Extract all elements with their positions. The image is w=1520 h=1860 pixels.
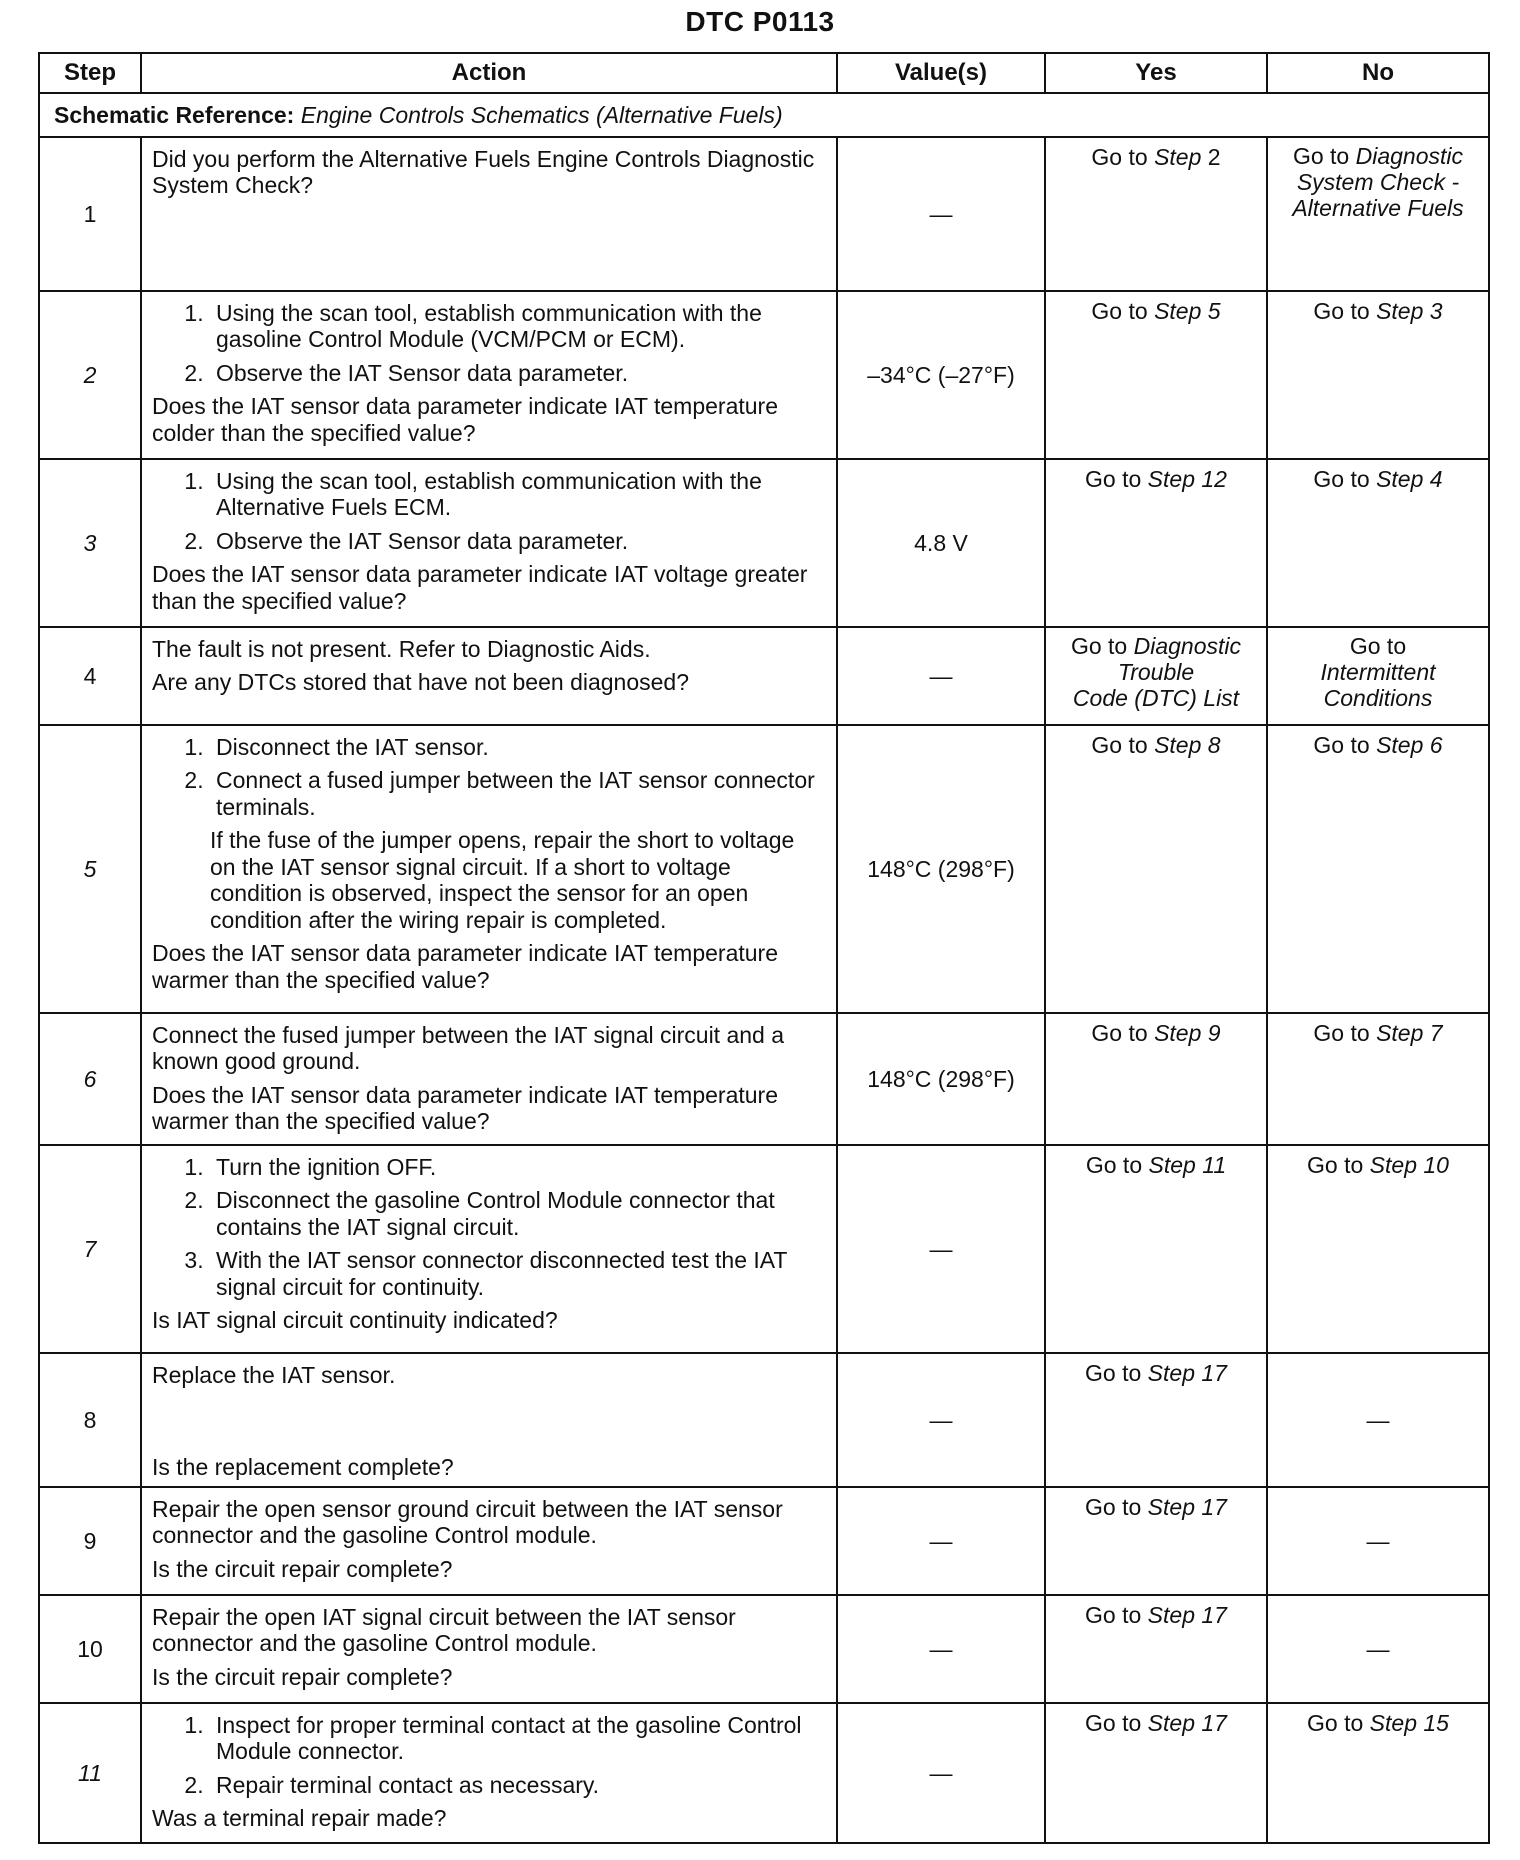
action-item: 1. Turn the ignition OFF. — [210, 1154, 826, 1180]
action-cell — [141, 725, 837, 1013]
no-cell: Go to Intermittent Conditions — [1267, 627, 1489, 725]
no-step-ref: 10 — [1423, 1152, 1449, 1178]
value-cell: –34°C (–27°F) — [837, 291, 1045, 459]
header-action: Action — [141, 53, 837, 93]
action-cell — [141, 1353, 837, 1487]
dtc-table — [38, 52, 1490, 1844]
action-cell — [141, 459, 837, 627]
action-item: 2. Disconnect the gasoline Control Module connector that contains the IAT signal circuit. — [210, 1187, 826, 1240]
action-cell — [141, 1145, 837, 1353]
action-text: Repair the open sensor ground circuit between the IAT sensor connector and the gasoline Control module. — [152, 1496, 783, 1549]
yes-step-ref: 17 — [1201, 1494, 1227, 1520]
action-question: Are any DTCs stored that have not been diagnosed? — [152, 669, 690, 696]
step-number: 3 — [39, 459, 141, 627]
action-question: Was a terminal repair made? — [152, 1805, 447, 1832]
no-step-ref: 6 — [1429, 732, 1443, 758]
header-yes: Yes — [1045, 53, 1267, 93]
yes-cell: Go to Step 2 — [1045, 137, 1267, 291]
action-item: 1. Using the scan tool, establish communication with the Alternative Fuels ECM. — [210, 468, 826, 521]
action-item: 2. Observe the IAT Sensor data parameter. — [210, 528, 826, 554]
action-item: 2. Connect a fused jumper between the IAT sensor connector terminals. — [210, 767, 826, 820]
no-cell: Go to Step 10 — [1267, 1145, 1489, 1353]
action-item: 2. Observe the IAT Sensor data parameter. — [210, 360, 826, 386]
action-cell — [141, 1013, 837, 1145]
step-number: 7 — [39, 1145, 141, 1353]
value-cell: 4.8 V — [837, 459, 1045, 627]
yes-cell: Go to Step 17 — [1045, 1595, 1267, 1703]
yes-step-ref: 9 — [1207, 1020, 1221, 1046]
table-row — [39, 725, 1489, 1013]
table-row — [39, 1703, 1489, 1843]
action-item: 2. Repair terminal contact as necessary. — [210, 1772, 826, 1798]
action-note: If the fuse of the jumper opens, repair the short to voltage on the IAT sensor signal circuit. If a short to voltage condition is observed, inspect the sensor for an open condition after the wiring repair is completed. — [210, 827, 795, 933]
step-number: 1 — [39, 137, 141, 291]
action-question: Does the IAT sensor data parameter indicate IAT temperature warmer than the specified value? — [152, 1081, 779, 1135]
yes-cell: Go to Step 17 — [1045, 1703, 1267, 1843]
table-row — [39, 459, 1489, 627]
action-cell — [141, 137, 837, 291]
yes-step-ref: 11 — [1202, 1152, 1227, 1178]
schematic-label: Schematic Reference: — [54, 101, 295, 128]
yes-step-ref: 12 — [1201, 466, 1227, 492]
value-cell: — — [837, 1487, 1045, 1595]
action-question: Does the IAT sensor data parameter indicate IAT voltage greater than the specified value? — [152, 561, 808, 614]
value-cell: — — [837, 627, 1045, 725]
page-title: DTC P0113 — [685, 6, 835, 37]
action-question: Is the circuit repair complete? — [152, 1663, 453, 1690]
action-text: The fault is not present. Refer to Diagnostic Aids. — [152, 636, 651, 662]
value-cell: — — [837, 1595, 1045, 1703]
value-cell: — — [837, 137, 1045, 291]
yes-cell: Go to Step 17 — [1045, 1353, 1267, 1487]
action-cell — [141, 1703, 837, 1843]
header-step: Step — [39, 53, 141, 93]
no-cell: — — [1267, 1353, 1489, 1487]
table-row — [39, 291, 1489, 459]
yes-cell: Go to Step 17 — [1045, 1487, 1267, 1595]
no-step-ref: 4 — [1429, 466, 1443, 492]
schematic-reference: Engine Controls Schematics (Alternative Fuels) — [300, 101, 783, 128]
step-number: 9 — [39, 1487, 141, 1595]
table-row — [39, 627, 1489, 725]
action-question: Is the circuit repair complete? — [152, 1555, 453, 1582]
no-step-ref: 3 — [1429, 298, 1443, 324]
step-number: 10 — [39, 1595, 141, 1703]
no-cell: Go to Step 7 — [1267, 1013, 1489, 1145]
no-cell: Go to Diagnostic System Check - Alternative Fuels — [1267, 137, 1489, 291]
header-values: Value(s) — [837, 53, 1045, 93]
action-cell — [141, 1487, 837, 1595]
action-text: Replace the IAT sensor. — [152, 1362, 396, 1388]
value-cell: — — [837, 1353, 1045, 1487]
step-number: 2 — [39, 291, 141, 459]
step-number: 6 — [39, 1013, 141, 1145]
value-cell: — — [837, 1145, 1045, 1353]
no-cell: Go to Step 6 — [1267, 725, 1489, 1013]
yes-step-ref: 17 — [1201, 1602, 1227, 1628]
action-item: 1. Disconnect the IAT sensor. — [210, 734, 826, 760]
yes-cell: Go to Step 5 — [1045, 291, 1267, 459]
action-question: Is the replacement complete? — [152, 1453, 454, 1480]
action-cell — [141, 291, 837, 459]
step-number: 11 — [39, 1703, 141, 1843]
action-item: 3. With the IAT sensor connector disconnected test the IAT signal circuit for continuity. — [210, 1247, 826, 1300]
yes-step-ref: 5 — [1207, 298, 1221, 324]
schematic-row — [39, 93, 1489, 137]
action-item: 1. Using the scan tool, establish communication with the gasoline Control Module (VCM/PCM or ECM). — [210, 300, 826, 353]
no-step-ref: 15 — [1423, 1710, 1449, 1736]
no-cell: — — [1267, 1595, 1489, 1703]
table-row — [39, 1013, 1489, 1145]
action-cell — [141, 1595, 837, 1703]
table-row — [39, 1145, 1489, 1353]
step-number: 5 — [39, 725, 141, 1013]
yes-step-ref: 2 — [1207, 144, 1221, 170]
yes-cell: Go to Step 8 — [1045, 725, 1267, 1013]
table-row — [39, 137, 1489, 291]
yes-cell: Go to Step 12 — [1045, 459, 1267, 627]
yes-step-ref: 17 — [1201, 1360, 1227, 1386]
action-item: 1. Inspect for proper terminal contact at the gasoline Control Module connector. — [210, 1712, 826, 1765]
action-text: Connect the fused jumper between the IAT signal circuit and a known good ground. — [152, 1022, 785, 1075]
table-row — [39, 1487, 1489, 1595]
table-row — [39, 1353, 1489, 1487]
yes-step-ref: 8 — [1207, 732, 1221, 758]
action-text: Did you perform the Alternative Fuels Engine Controls Diagnostic System Check? — [152, 146, 815, 199]
step-number: 4 — [39, 627, 141, 725]
yes-cell: Go to Diagnostic Trouble Code (DTC) List — [1045, 627, 1267, 725]
action-text: Repair the open IAT signal circuit between the IAT sensor connector and the gasoline Control module. — [152, 1604, 736, 1657]
no-cell: — — [1267, 1487, 1489, 1595]
action-question: Does the IAT sensor data parameter indicate IAT temperature warmer than the specified value? — [152, 940, 779, 993]
header-row — [39, 53, 1489, 93]
yes-cell: Go to Step 9 — [1045, 1013, 1267, 1145]
value-cell: 148°C (298°F) — [837, 725, 1045, 1013]
yes-cell: Go to Step 11 — [1045, 1145, 1267, 1353]
no-cell: Go to Step 3 — [1267, 291, 1489, 459]
action-question: Is IAT signal circuit continuity indicated? — [152, 1307, 558, 1334]
yes-step-ref: 17 — [1201, 1710, 1227, 1736]
value-cell: 148°C (298°F) — [837, 1013, 1045, 1145]
no-cell: Go to Step 15 — [1267, 1703, 1489, 1843]
header-no: No — [1267, 53, 1489, 93]
table-row — [39, 1595, 1489, 1703]
action-question: Does the IAT sensor data parameter indicate IAT temperature colder than the specified value? — [152, 393, 779, 446]
step-number: 8 — [39, 1353, 141, 1487]
action-cell — [141, 627, 837, 725]
no-cell: Go to Step 4 — [1267, 459, 1489, 627]
no-step-ref: 7 — [1429, 1020, 1443, 1046]
value-cell: — — [837, 1703, 1045, 1843]
